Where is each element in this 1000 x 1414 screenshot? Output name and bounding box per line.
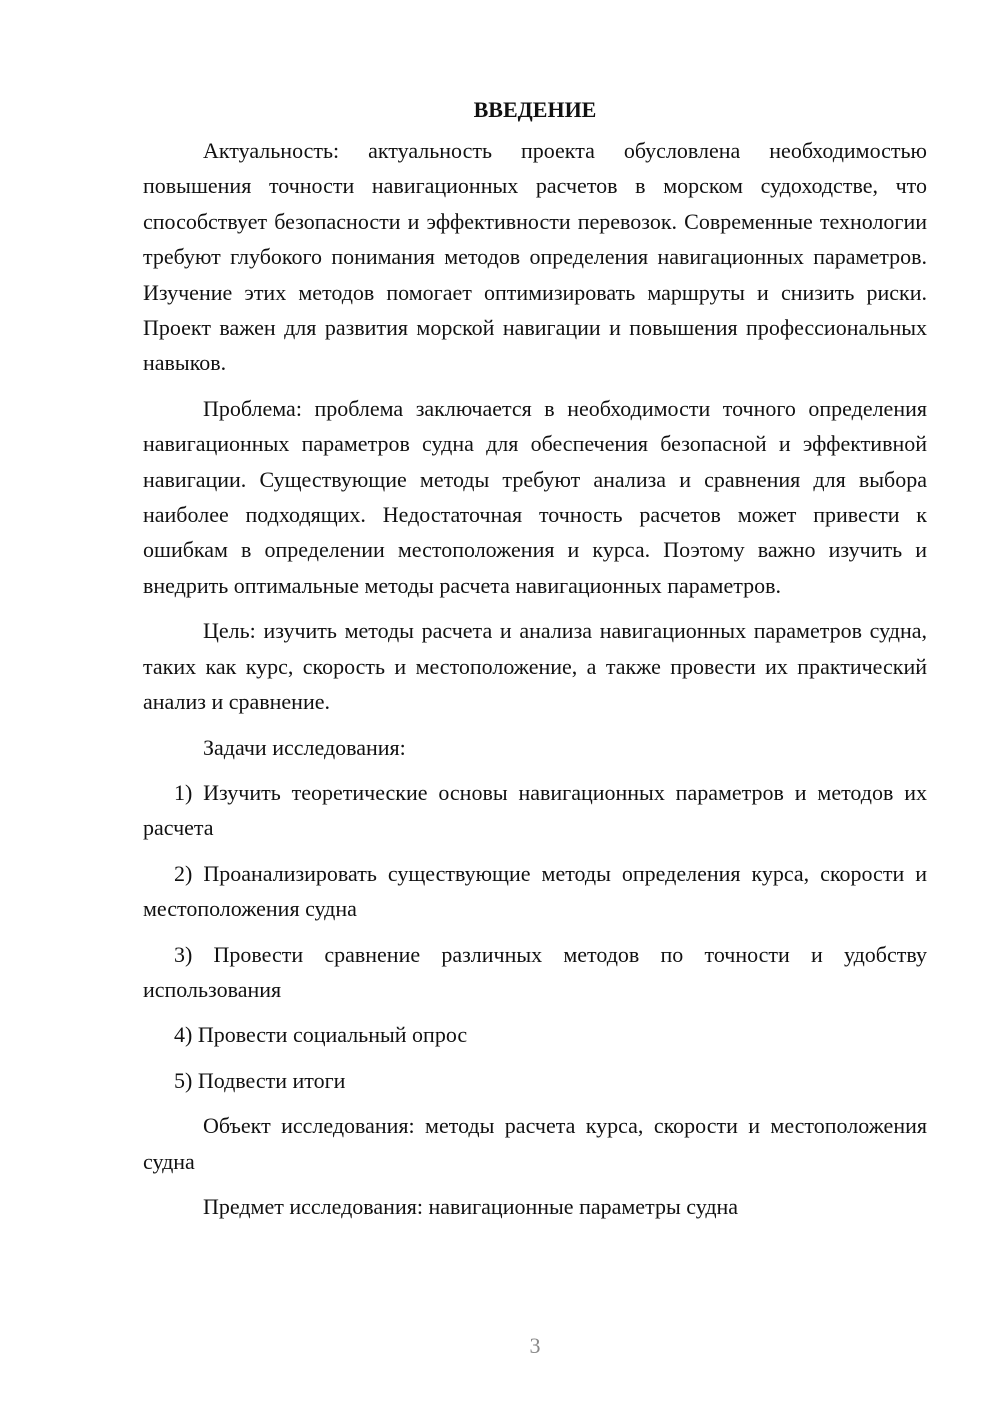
- tasks-title: Задачи исследования:: [203, 734, 406, 760]
- task-item-2: 2) Проанализировать существующие методы определения курса, скорости и местоположения судна: [143, 860, 927, 922]
- task-item-4: 4) Провести социальный опрос: [174, 1022, 468, 1048]
- problem-paragraph: Проблема: проблема заключается в необходимости точного определения навигационных параметров судна для обеспечения безопасной и эффективной навигации. Существующие методы требуют анализа и сравнения для выбора наиболее подходящих. Недостаточная точность расчетов может привести к ошибкам в определении местоположения и курса. Поэтому важно изучить и внедрить оптимальные методы расчета навигационных параметров.: [143, 395, 927, 598]
- document-page: [143, 92, 927, 1234]
- task-item-1: 1) Изучить теоретические основы навигационных параметров и методов их расчета: [143, 779, 927, 841]
- relevance-paragraph: Актуальность: актуальность проекта обусловлена необходимостью повышения точности навигационных расчетов в морском судоходстве, что способствует безопасности и эффективности перевозок. Современные технологии требуют глубокого понимания методов определения навигационных параметров. Изучение этих методов помогает оптимизировать маршруты и снизить риски. Проект важен для развития морской навигации и повышения профессиональных навыков.: [143, 138, 927, 376]
- goal-paragraph: Цель: изучить методы расчета и анализа навигационных параметров судна, таких как курс, скорость и местоположение, а также провести их практический анализ и сравнение.: [143, 618, 927, 715]
- subject-paragraph: Предмет исследования: навигационные параметры судна: [203, 1193, 739, 1219]
- task-item-5: 5) Подвести итоги: [174, 1067, 346, 1093]
- object-paragraph: Объект исследования: методы расчета курса, скорости и местоположения судна: [143, 1113, 927, 1174]
- page-number: 3: [529, 1333, 541, 1358]
- section-heading: ВВЕДЕНИЕ: [473, 97, 597, 122]
- task-item-3: 3) Провести сравнение различных методов по точности и удобству использования: [143, 941, 927, 1002]
